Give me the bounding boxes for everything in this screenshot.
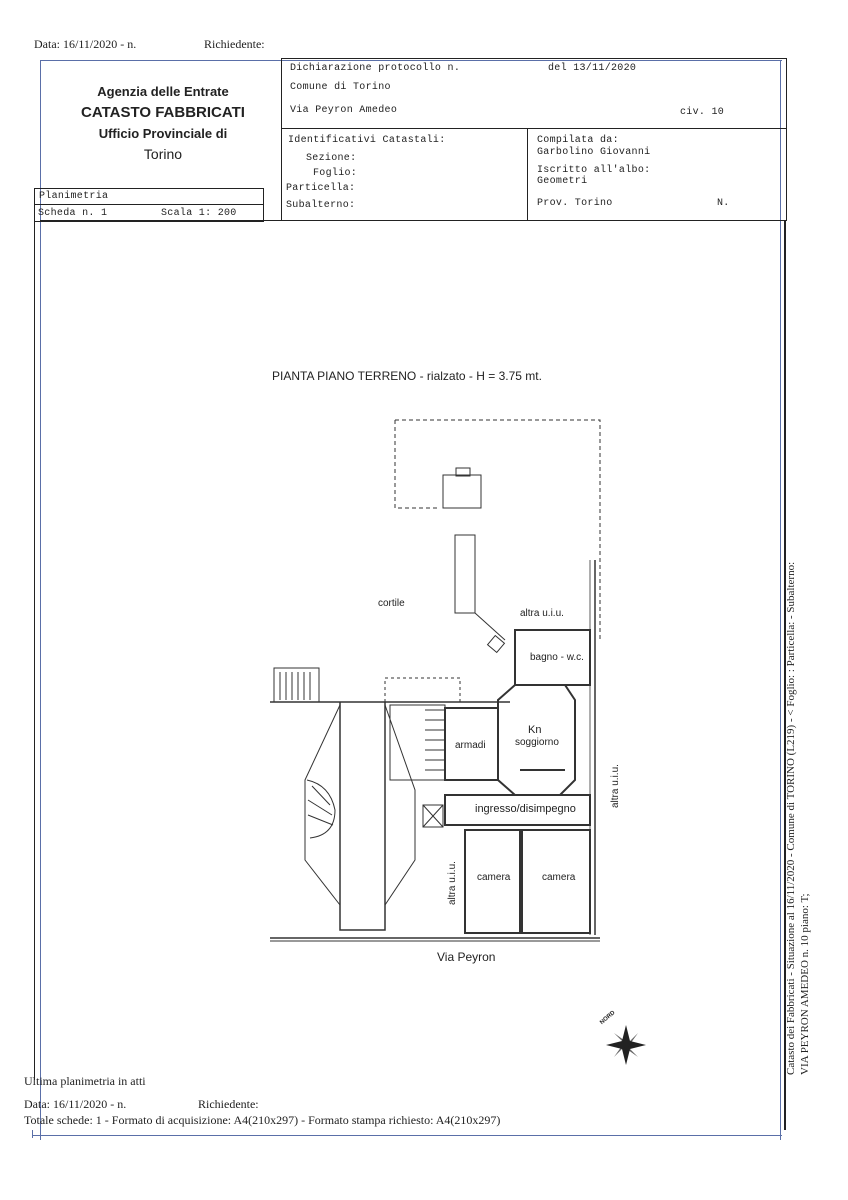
label-altra-uiu-top: altra u.i.u. (520, 608, 564, 619)
footer-totale: Totale schede: 1 - Formato di acquisizione: A4(210x297) - Formato stampa richiesto: A4(210x297) (24, 1113, 501, 1127)
agency-line2: CATASTO FABBRICATI (81, 104, 245, 121)
courtyard-dashed-outline (395, 420, 600, 640)
top-richiedente-label: Richiedente: (204, 37, 265, 51)
label-cortile: cortile (378, 598, 405, 609)
label-nord: NORD (599, 1010, 617, 1026)
diagonal-line (475, 613, 505, 640)
dashed-rect (385, 678, 460, 702)
shaft (455, 535, 475, 613)
iscritto-value: Geometri (537, 176, 588, 187)
label-altra-uiu-right: altra u.i.u. (610, 764, 621, 808)
bay-left (305, 705, 340, 905)
courtyard-dashed-left (395, 420, 440, 508)
scheda-label: Scheda n. 1 (38, 208, 108, 219)
side-text-line1: Catasto dei Fabbricati - Situazione al 16/11/2020 - Comune di TORINO (L219) - < Foglio: : Particella: - Subalterno: (785, 561, 797, 1075)
stair-block-treads (425, 710, 445, 770)
label-bagno: bagno - w.c. (530, 652, 584, 663)
side-text-line2: VIA PEYRON AMEDEO n. 10 piano: T; (799, 893, 811, 1075)
entrance-corridor (340, 702, 385, 930)
label-street: Via Peyron (437, 950, 496, 964)
compilata-label: Compilata da: (537, 135, 619, 146)
sezione-label: Sezione: (306, 153, 357, 164)
agency-line1: Agenzia delle Entrate (97, 84, 229, 99)
compilata-name: Garbolino Giovanni (537, 147, 651, 158)
civ-label: civ. 10 (680, 107, 725, 118)
spiral-stair (307, 780, 335, 838)
footer-ultima: Ultima planimetria in atti (24, 1074, 146, 1088)
north-compass-icon (606, 1025, 646, 1065)
via-label: Via Peyron Amedeo (290, 105, 398, 116)
footer-data-label: Data: 16/11/2020 - n. (24, 1097, 127, 1111)
comune-label: Comune di Torino (290, 82, 391, 93)
spiral-treads (308, 786, 333, 825)
elevator-cross (423, 805, 443, 827)
label-armadi: armadi (455, 740, 486, 751)
stair-left (274, 668, 319, 702)
subalterno-label: Subalterno: (286, 200, 356, 211)
label-altra-uiu-left: altra u.i.u. (447, 861, 458, 905)
top-data-label: Data: 16/11/2020 - n. (34, 37, 137, 51)
label-ingresso: ingresso/disimpegno (475, 803, 576, 815)
dichiarazione-label: Dichiarazione protocollo n. (290, 63, 461, 74)
iscritto-label: Iscritto all'albo: (537, 165, 651, 176)
foglio-label: Foglio: (313, 168, 358, 179)
plan-title: PIANTA PIANO TERRENO - rialzato - H = 3.75 mt. (272, 369, 542, 383)
footer-richiedente-label: Richiedente: (198, 1097, 259, 1111)
small-box (488, 636, 505, 653)
label-camera1: camera (477, 872, 511, 883)
agency-line3: Ufficio Provinciale di (98, 126, 228, 141)
scala-label: Scala 1: 200 (161, 208, 237, 219)
agency-line4: Torino (143, 146, 183, 162)
stair-treads (280, 672, 310, 700)
n-label: N. (717, 198, 730, 209)
small-structure (443, 475, 481, 508)
label-kn: Kn (528, 724, 542, 736)
prov-label: Prov. Torino (537, 198, 613, 209)
dichiarazione-date: del 13/11/2020 (548, 63, 637, 74)
label-soggiorno: soggiorno (515, 737, 559, 748)
particella-label: Particella: (286, 183, 356, 194)
identificativi-label: Identificativi Catastali: (288, 135, 446, 146)
label-camera2: camera (542, 872, 576, 883)
planimetria-label: Planimetria (39, 191, 109, 202)
